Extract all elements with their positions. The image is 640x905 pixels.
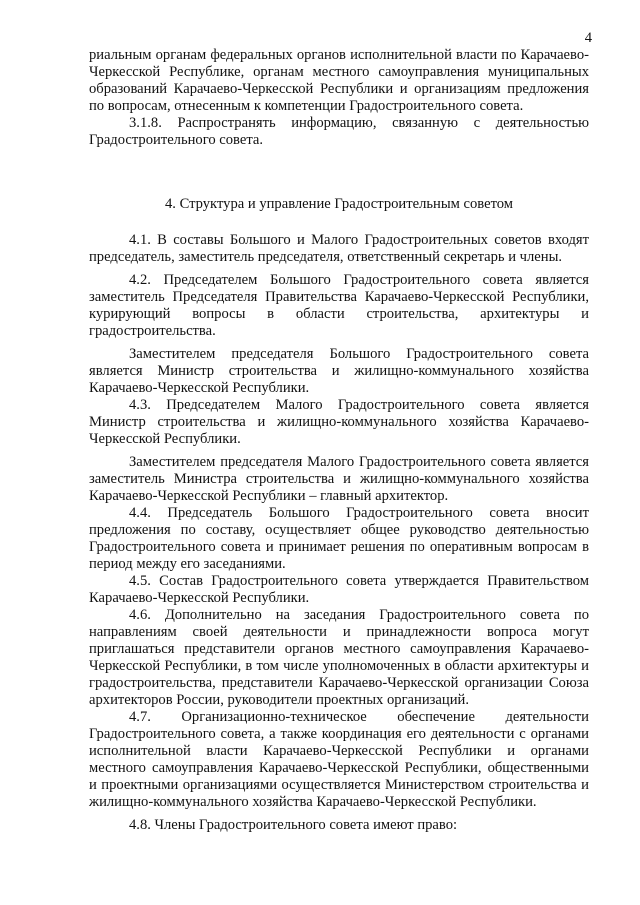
paragraph-3-1-8: 3.1.8. Распространять информацию, связанную с деятельностью Градостроительного совета. (89, 115, 589, 148)
paragraph-4-3-deputy: Заместителем председателя Малого Градостроительного совета является заместитель Министра строительства и жилищно-коммунального хозяйства Карачаево-Черкесской Республики – главный архитектор. (89, 454, 589, 504)
page-number: 4 (584, 30, 592, 46)
paragraph-4-5: 4.5. Состав Градостроительного совета утверждается Правительством Карачаево-Черкесской Республики. (89, 573, 589, 606)
section-heading: 4. Структура и управление Градостроительным советом (164, 196, 514, 212)
paragraph-4-7: 4.7. Организационно-техническое обеспечение деятельности Градостроительного совета, а также координация его деятельности с органами исполнительной власти Карачаево-Черкесской Республики и органами местного самоуправления Карачаево-Черкесской Республики, общественными и проектными организациями осуществляется Министерством строительства и жилищно-коммунального хозяйства Карачаево-Черкесской Республики. (89, 709, 589, 810)
paragraph-4-1: 4.1. В составы Большого и Малого Градостроительных советов входят председатель, заместитель председателя, ответственный секретарь и члены. (89, 232, 589, 265)
paragraph-4-8: 4.8. Члены Градостроительного совета имеют право: (129, 817, 458, 833)
paragraph-4-6: 4.6. Дополнительно на заседания Градостроительного совета по направлениям своей деятельности и принадлежности вопроса могут приглашаться представители органов местного самоуправления Карачаево-Черкесской Республики, в том числе уполномоченных в области архитектуры и градостроительства, представители Карачаево-Черкесской организации Союза архитекторов России, руководители проектных организаций. (89, 607, 589, 708)
section-body (89, 232, 589, 834)
paragraph-4-2: 4.2. Председателем Большого Градостроительного совета является заместитель Председателя Правительства Карачаево-Черкесской Республики, курирующий вопросы в области строительства, архитектуры и градостроительства. (89, 272, 589, 339)
paragraph-continuation: риальным органам федеральных органов исполнительной власти по Карачаево-Черкесской Республике, органам местного самоуправления муниципальных образований Карачаево-Черкесской Республики и организациям предложения по вопросам, отнесенным к компетенции Градостроительного совета. (89, 47, 589, 114)
paragraph-4-4: 4.4. Председатель Большого Градостроительного совета вносит предложения по составу, осуществляет общее руководство деятельностью Градостроительного совета и принимает решения по оперативным вопросам в период между его заседаниями. (89, 505, 589, 572)
paragraph-4-3: 4.3. Председателем Малого Градостроительного совета является Министр строительства и жилищно-коммунального хозяйства Карачаево-Черкесской Республики. (89, 397, 589, 447)
paragraph-4-2-deputy: Заместителем председателя Большого Градостроительного совета является Министр строительства и жилищно-коммунального хозяйства Карачаево-Черкесской Республики. (89, 346, 589, 396)
top-text-block (89, 47, 589, 149)
